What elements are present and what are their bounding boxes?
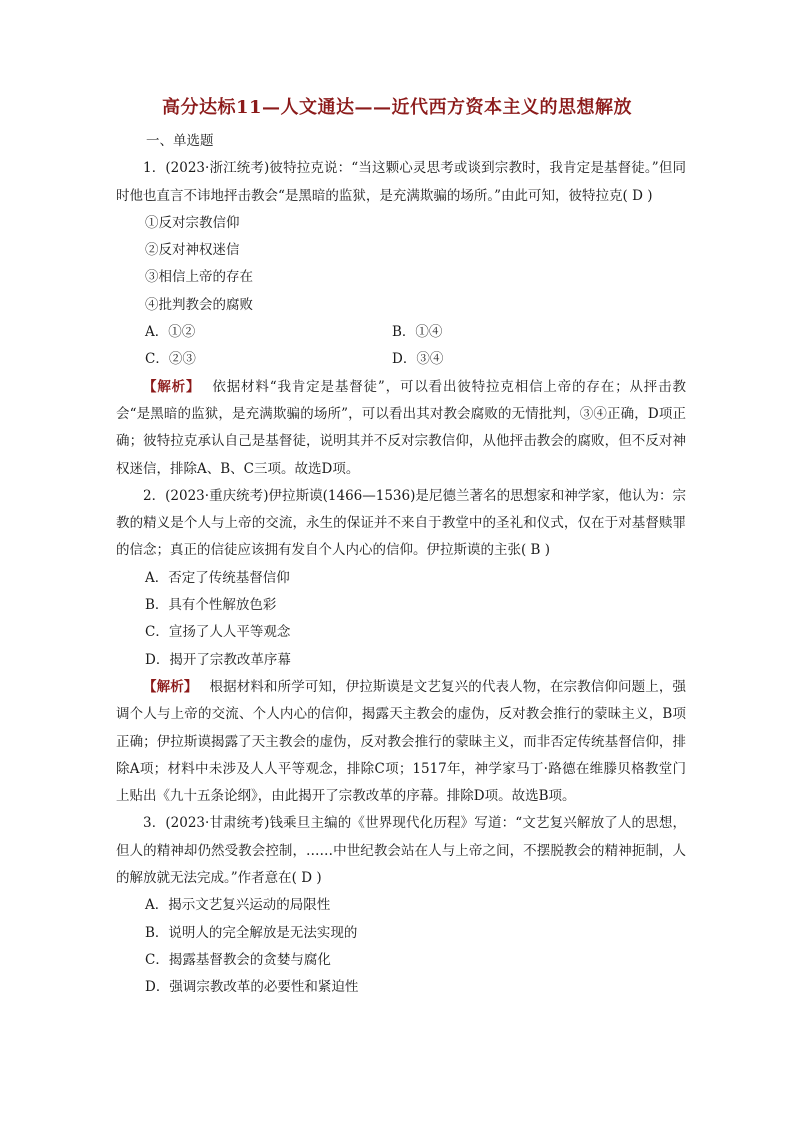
q3-option-b: B．说明人的完全解放是无法实现的 <box>145 924 358 941</box>
q1-statement-2: ②反对神权迷信 <box>145 242 240 259</box>
q2-option-d: D．揭开了宗教改革序幕 <box>145 651 291 668</box>
q2-option-c: C．宣扬了人人平等观念 <box>145 624 291 641</box>
document-body <box>116 128 686 1002</box>
q1-options-row-1 <box>116 319 686 346</box>
q3-option-d: D．强调宗教改革的必要性和紧迫性 <box>145 979 359 996</box>
q1-options-row-2 <box>116 346 686 373</box>
q1-option-c: C．②③ <box>145 351 196 368</box>
q1-statement-1: ①反对宗教信仰 <box>145 214 240 231</box>
q1-analysis <box>116 374 686 483</box>
q1-option-a: A．①② <box>145 324 196 341</box>
q1-analysis-text: 依据材料“我肯定是基督徒”，可以看出彼特拉克相信上帝的存在；从抨击教会“是黑暗的监狱，是充满欺骗的场所”，可以看出其对教会腐败的无情批判，③④正确，D项正确；彼特拉克承认自己是基督徒，说明其并不反对宗教信仰，从他抨击教会的腐败，但不反对神权迷信，排除A、B、C三项。故选D项。 <box>116 378 686 477</box>
q3-option-c: C．揭露基督教会的贪婪与腐化 <box>145 951 331 968</box>
section-heading: 一、单选题 <box>146 133 214 149</box>
q2-option-b: B．具有个性解放色彩 <box>145 597 277 614</box>
q2-analysis-text: 根据材料和所学可知，伊拉斯谟是文艺复兴的代表人物，在宗教信仰问题上，强调个人与上帝的交流、个人内心的信仰，揭露天主教会的虚伪，反对教会推行的蒙昧主义，B项正确；伊拉斯谟揭露了天主教会的虚伪，反对教会推行的蒙昧主义，而非否定传统基督信仰，排除A项；材料中未涉及人人平等观念，排除C项；1517年，神学家马丁·路德在维滕贝格教堂门上贴出《九十五条论纲》，由此揭开了宗教改革的序幕。排除D项。故选B项。 <box>116 678 687 805</box>
analysis-label: 【解析】 <box>143 678 198 695</box>
question-1-stem: 1．(2023·浙江统考)彼特拉克说：“当这颗心灵思考或谈到宗教时，我肯定是基督徒。”但同时他也直言不讳地抨击教会“是黑暗的监狱，是充满欺骗的场所。”由此可知，彼特拉克( D ) <box>116 160 686 204</box>
q1-statement-3: ③相信上帝的存在 <box>145 269 253 286</box>
q1-option-d: D．③④ <box>392 351 444 368</box>
analysis-label: 【解析】 <box>143 378 201 395</box>
q1-option-b: B．①④ <box>392 324 443 341</box>
q2-option-a: A．否定了传统基督信仰 <box>145 569 290 586</box>
question-3-stem: 3．(2023·甘肃统考)钱乘旦主编的《世界现代化历程》写道：“文艺复兴解放了人的思想，但人的精神却仍然受教会控制，……中世纪教会站在人与上帝之间，不摆脱教会的精神扼制，人的解放就无法完成。”作者意在( D ) <box>116 815 686 887</box>
q3-option-a: A．揭示文艺复兴运动的局限性 <box>145 897 331 914</box>
q2-analysis <box>116 674 686 810</box>
page-title: 高分达标11—人文通达——近代西方资本主义的思想解放 <box>161 97 633 118</box>
question-2-stem: 2．(2023·重庆统考)伊拉斯谟(1466—1536)是尼德兰著名的思想家和神学家，他认为：宗教的精义是个人与上帝的交流，永生的保证并不来自于教堂中的圣礼和仪式，仅在于对基督赎罪的信念；真正的信徒应该拥有发自个人内心的信仰。伊拉斯谟的主张( B ) <box>116 487 686 559</box>
q1-statement-4: ④批判教会的腐败 <box>145 296 253 313</box>
